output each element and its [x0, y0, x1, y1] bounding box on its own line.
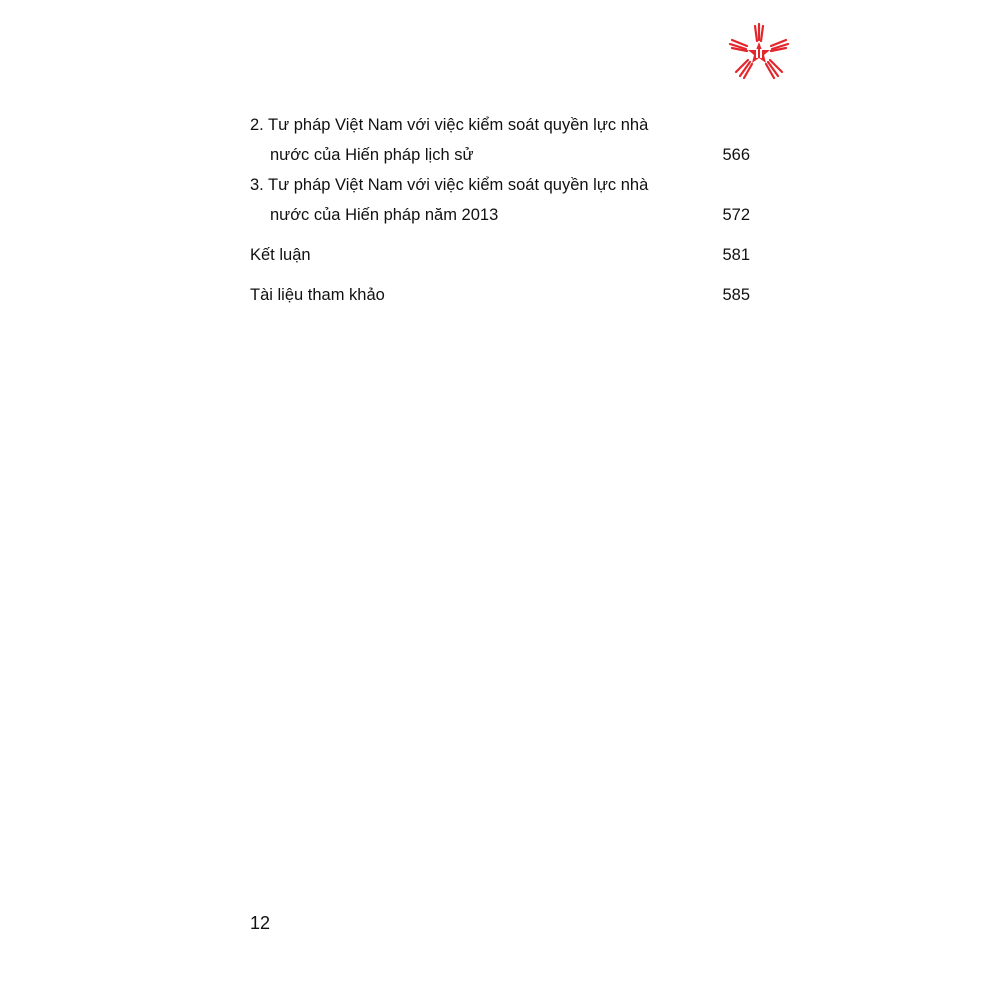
page-number: 12 [250, 913, 271, 933]
toc-entry-title-continued: nước của Hiến pháp lịch sử [270, 146, 474, 164]
toc-entry-title-continued: nước của Hiến pháp năm 2013 [270, 206, 499, 224]
toc-entry-page: 566 [722, 146, 750, 164]
toc-entry-page: 581 [722, 246, 750, 264]
toc-entry-title: Tài liệu tham khảo [250, 286, 385, 304]
toc-entry [250, 240, 750, 270]
table-of-contents [250, 110, 750, 310]
toc-entry [250, 110, 750, 170]
toc-entry [250, 170, 750, 230]
toc-entry-title: 3. Tư pháp Việt Nam với việc kiểm soát quyền lực nhà [250, 176, 649, 194]
toc-entry-title: 2. Tư pháp Việt Nam với việc kiểm soát quyền lực nhà [250, 116, 649, 134]
toc-entry-page: 572 [722, 206, 750, 224]
toc-entry-page: 585 [722, 286, 750, 304]
toc-entry [250, 280, 750, 310]
toc-entry-title: Kết luận [250, 246, 311, 264]
red-star-emblem-icon [728, 22, 790, 80]
